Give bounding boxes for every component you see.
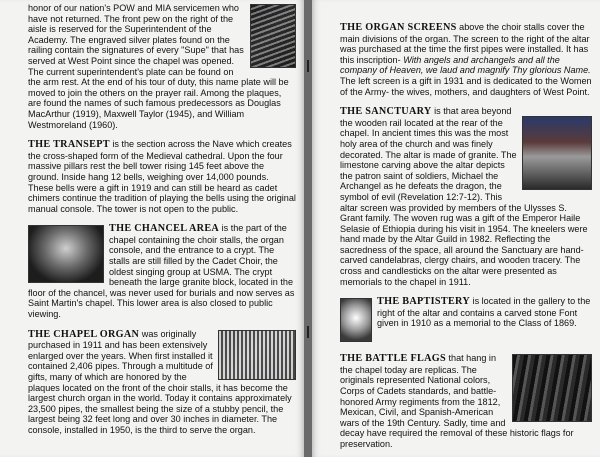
organ-console-photo (218, 330, 296, 380)
baptistery-heading: THE BAPTISTERY (377, 296, 471, 308)
section-transept (28, 139, 296, 214)
battle-flags-photo (512, 354, 592, 422)
pow-text: honor of our nation's POW and MIA servicemen who have not returned. The front pew on the right of the aisle is reserved for the Superintendent of the Academy. The engraved silver plates found on the railing contain the signatures of every "Supe" that has served at West Point since the chapel was opened. The current superintendent's plate can be found on the arm rest. At the end of his tour of duty, this name plate will be moved to join the others on the prayer rail. Among the plaques, are found the names of such famous predecessors as Douglas MacArthur (1919), Maxwell Taylor (1945), and William Westmoreland (1960). (28, 3, 289, 130)
right-page (312, 0, 600, 457)
section-organ (28, 329, 296, 436)
section-chancel (28, 223, 296, 319)
chancel-heading: THE CHANCEL AREA (109, 223, 220, 235)
organ-heading: THE CHAPEL ORGAN (28, 328, 140, 340)
screens-text-after: The left screen is a gift in 1931 and is dedicated to the Women of the Army- the wives, mothers, and daughters of West Point. (340, 75, 592, 97)
section-battle-flags (340, 353, 592, 449)
pews-photo (250, 4, 296, 68)
sanctuary-photo (522, 116, 592, 190)
transept-heading: THE TRANSEPT (28, 139, 110, 151)
sanctuary-text: is that area beyond the wooden rail located at the rear of the chapel. In ancient times this was the most holy area of the church and was finely decorated. The altar is made of granite. The limestone carving above the altar depicts the patron saint of soldiers, Michael the Archangel as he defeats the dragon, the symbol of evil (Revelation 12:7-12). This altar screen was provided by members of the Ulysses S. Grant family. The woven rug was a gift of the Emperor Haile Selasie of Ethiopia during his visit in 1954. The kneelers were hand made by the Altar Guild in 1982. Reflecting the sacredness of the space, all around the Sanctuary are hand-carved candelabras, clergy chairs, and wooden tracery. The cross and candlesticks on the altar were presented as memorials to the chapel in 1911. (340, 106, 588, 287)
transept-text: is the section across the Nave which creates the cross-shaped form of the Medieval cathedral. Upon the four massive pillars rest the bell tower rising 145 feet above the ground. Inside hang 12 bells, weighing over 14,000 pounds. These bells were a gift in 1919 and can still be heard as cadet chimers continue the tradition of playing the bells using the original manual console. The tower is not open to the public. (28, 139, 296, 214)
sanctuary-heading: THE SANCTUARY (340, 106, 432, 118)
font-photo (340, 298, 372, 342)
baptistery-text: is located in the gallery to the right of the altar and contains a carved stone Font given in 1910 as a memorial to the Class of 1869. (377, 296, 591, 329)
section-sanctuary (340, 106, 592, 287)
section-pow (28, 3, 296, 130)
screens-inscription: With angels and archangels and all the company of Heaven, we laud and magnify Thy glorious Name. (340, 54, 591, 76)
staple-top (307, 60, 309, 72)
section-organ-screens (340, 22, 592, 97)
nave-photo (28, 225, 104, 283)
organ-text: was originally purchased in 1911 and has been extensively enlarged over the years. When first installed it contained 2,406 pipes. Through a multitude of gifts, many of which are honored by the plaques located on the front of the choir stalls, it has become the largest church organ in the world. Today it contains approximately 23,500 pipes, the smallest being the size of a stubby pencil, the largest being 32 feet long and over 30 inches in diameter. The console, installed in 1950, is the third to serve the organ. (28, 328, 292, 435)
chancel-text: is the part of the chapel containing the choir stalls, the organ console, and the entrance to a crypt. The stalls are still filled by the Cadet Choir, the oldest singing group at USMA. The crypt beneath the large granite block, located in the floor of the chancel, was never used for burials and now serves as Saint Martin's chapel. This lower area is also closed to public viewing. (28, 223, 295, 320)
section-baptistery (340, 296, 592, 344)
flags-heading: THE BATTLE FLAGS (340, 353, 446, 365)
staple-bottom (307, 326, 309, 338)
screens-heading: THE ORGAN SCREENS (340, 22, 457, 33)
screens-text: above the choir stalls cover the main divisions of the organ. The screen to the right of the altar was purchased at the time the first pipes were installed. It has this inscription- (340, 22, 590, 65)
flags-text: that hang in the chapel today are replicas. The originals represented National colors, Corps of Cadets standards, and battle-honored Army regiments from the 1812, Mexican, Civil, and Spanish-American wars of the 19th Century. Sadly, time and decay have required the removal of these historic flags for preservation. (340, 353, 574, 449)
